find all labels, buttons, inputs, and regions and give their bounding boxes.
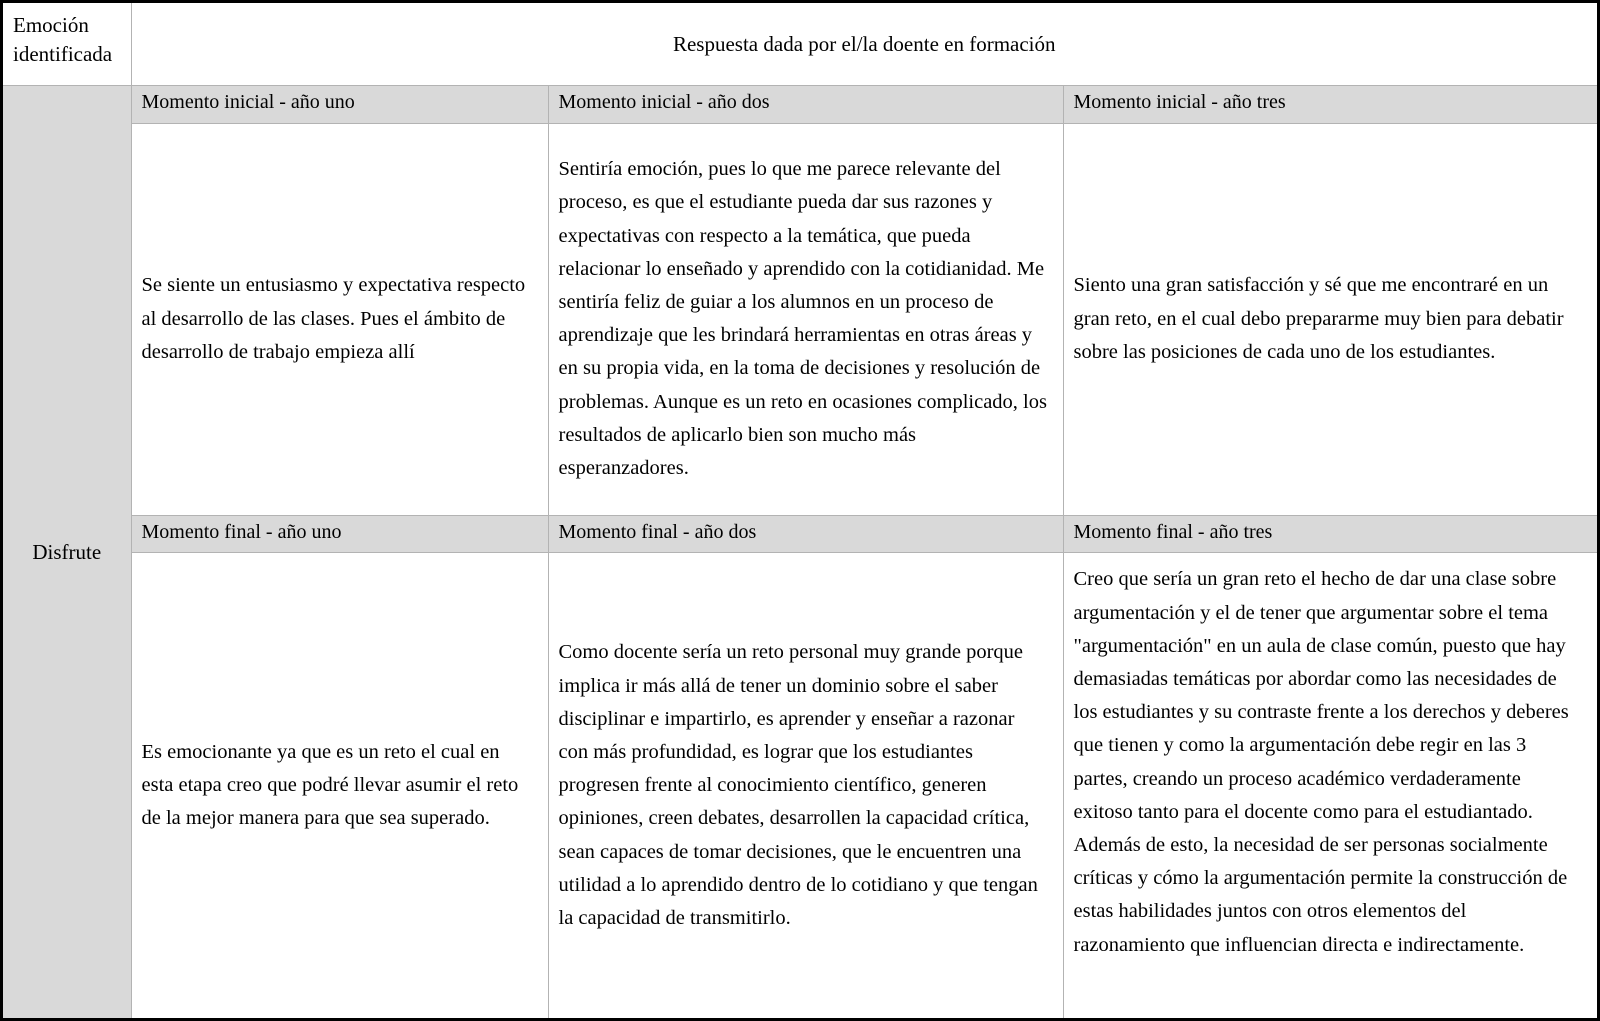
response-initial-year-two-text: Sentiría emoción, pues lo que me parece relevante del proceso, es que el estudiante pueda dar sus razones y expectativas con respecto a la temática, que pueda relacionar lo enseñado y aprendido con la cotidianidad. Me sentiría feliz de guiar a los alumnos en un proceso de aprendizaje que les brindará herramientas en otras áreas y en su propia vida, en la toma de decisiones y resolución de problemas. Aunque es un reto en ocasiones complicado, los resultados de aplicarlo bien son mucho más esperanzadores.: [558, 158, 1047, 480]
header-response-given: Respuesta dada por el/la doente en formación: [131, 3, 1597, 86]
response-final-year-one-text: Es emocionante ya que es un reto el cual en esta etapa creo que podré llevar asumir el reto de la mejor manera para que sea superado.: [141, 740, 519, 830]
moment-initial-response-row: [3, 123, 1597, 515]
emotion-response-table: [3, 3, 1597, 1018]
moment-final-response-row: [3, 553, 1597, 1018]
moment-initial-year-three-header: Momento inicial - año tres: [1063, 86, 1597, 124]
response-initial-year-three: [1063, 123, 1597, 515]
response-initial-year-one: [131, 123, 548, 515]
response-initial-year-two: [548, 123, 1063, 515]
moment-final-header-row: [3, 515, 1597, 553]
moment-final-year-three-header: Momento final - año tres: [1063, 515, 1597, 553]
response-final-year-two-text: Como docente sería un reto personal muy grande porque implica ir más allá de tener un dominio sobre el saber disciplinar e impartirlo, es aprender y enseñar a razonar con más profundidad, es lograr que los estudiantes progresen frente al conocimiento científico, generen opiniones, creen debates, desarrollen la capacidad crítica, sean capaces de tomar decisiones, que le encuentren una utilidad a lo aprendido dentro de lo cotidiano y que tengan la capacidad de transmitirlo.: [558, 641, 1038, 929]
table-header-row: [3, 3, 1597, 86]
emotion-label-disfrute: Disfrute: [3, 86, 131, 1018]
response-initial-year-three-text: Siento una gran satisfacción y sé que me encontraré en un gran reto, en el cual debo prepararme muy bien para debatir sobre las posiciones de cada uno de los estudiantes.: [1073, 274, 1564, 363]
response-final-year-one: [131, 553, 548, 1018]
response-final-year-two: [548, 553, 1063, 1018]
moment-initial-year-one-header: Momento inicial - año uno: [131, 86, 548, 124]
moment-initial-year-two-header: Momento inicial - año dos: [548, 86, 1063, 124]
response-final-year-three-text: Creo que sería un gran reto el hecho de dar una clase sobre argumentación y el de tener que argumentar sobre el tema "argumentación" en un aula de clase común, puesto que hay demasiadas temáticas por abordar como las necesidades de los estudiantes y su contraste frente a los derechos y deberes que tienen y como la argumentación debe regir en las 3 partes, creando un proceso académico verdaderamente exitoso tanto para el docente como para el estudiantado. Además de esto, la necesidad de ser personas socialmente críticas y cómo la argumentación permite la construcción de estas habilidades juntos con otros elementos del razonamiento que influencian directa e indirectamente.: [1073, 568, 1569, 956]
header-emotion-identified: Emoción identificada: [3, 3, 131, 86]
moment-final-year-one-header: Momento final - año uno: [131, 515, 548, 553]
response-initial-year-one-text: Se siente un entusiasmo y expectativa respecto al desarrollo de las clases. Pues el ámbito de desarrollo de trabajo empieza allí: [141, 274, 526, 363]
moment-final-year-two-header: Momento final - año dos: [548, 515, 1063, 553]
response-final-year-three: [1063, 553, 1597, 1018]
moment-initial-header-row: [3, 86, 1597, 124]
